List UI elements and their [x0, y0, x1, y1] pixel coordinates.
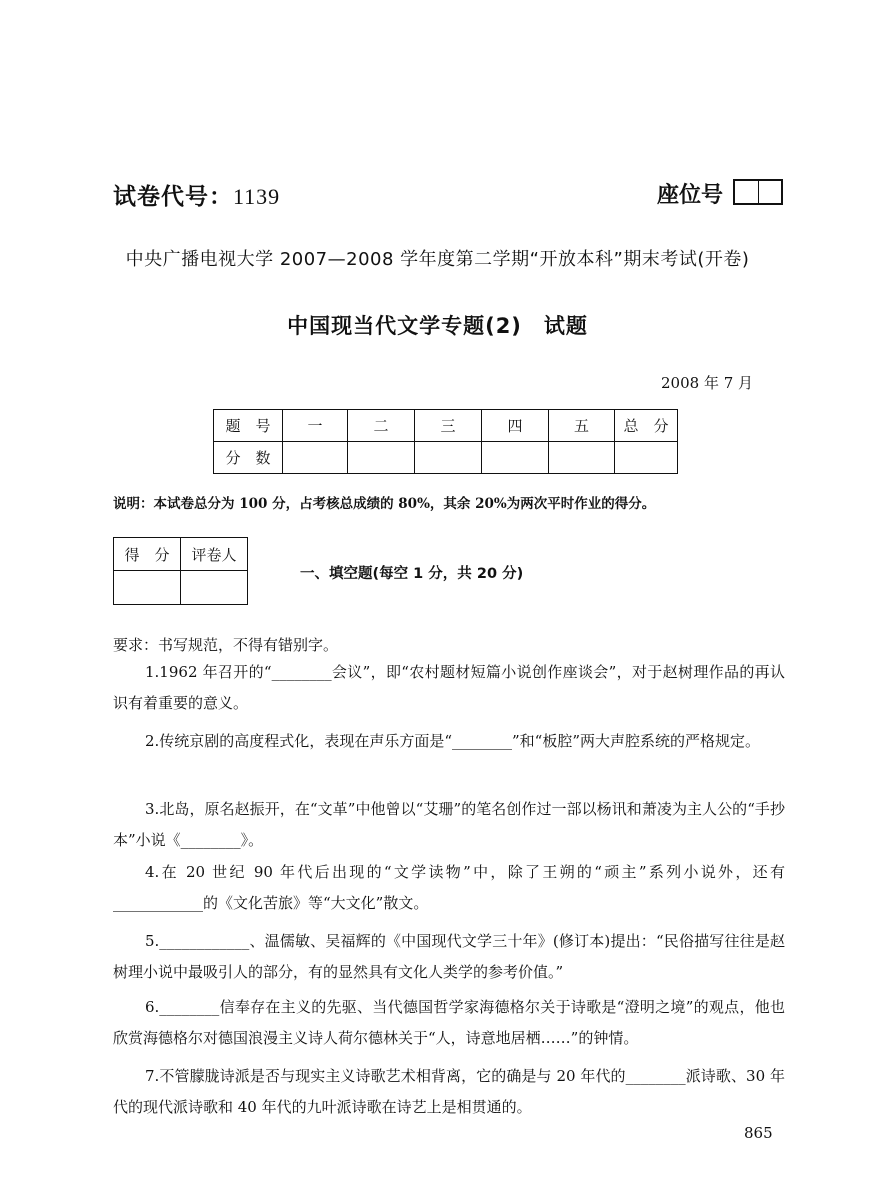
score-table-header-row	[214, 410, 678, 442]
score-table-cell: 二	[348, 410, 415, 442]
score-table-cell: 一	[283, 410, 348, 442]
score-table-cell: 五	[549, 410, 615, 442]
score-table-cell: 分 数	[214, 442, 283, 474]
score-input-cell[interactable]	[615, 442, 678, 474]
requirement-text: 要求：书写规范，不得有错别字。	[113, 636, 339, 654]
score-input-cell[interactable]	[348, 442, 415, 474]
score-table-cell: 题 号	[214, 410, 283, 442]
score-input-cell[interactable]	[283, 442, 348, 474]
seat-number-box[interactable]	[733, 179, 783, 205]
exam-code-value: 1139	[233, 184, 281, 209]
question-6: 6.________信奉存在主义的先驱、当代德国哲学家海德格尔关于诗歌是“澄明之境”的观点，他也欣赏海德格尔对德国浪漫主义诗人荷尔德林关于“人，诗意地居栖……”的钟情。	[113, 998, 785, 1047]
score-table-cell: 三	[415, 410, 482, 442]
grader-header-grader: 评卷人	[181, 538, 248, 571]
question-2: 2.传统京剧的高度程式化，表现在声乐方面是“________”和“板腔”两大声腔系统的严格规定。	[145, 732, 760, 750]
question-1: 1.1962 年召开的“________会议”，即“农村题材短篇小说创作座谈会”，对于赵树理作品的再认识有着重要的意义。	[113, 663, 785, 712]
grader-name-cell[interactable]	[181, 571, 248, 605]
section-title: 一、填空题(每空 1 分，共 20 分)	[300, 566, 524, 582]
score-table-cell: 总 分	[615, 410, 678, 442]
question-7: 7.不管朦胧诗派是否与现实主义诗歌艺术相背离，它的确是与 20 年代的________派诗歌、30 年代的现代派诗歌和 40 年代的九叶派诗歌在诗艺上是相贯通的。	[113, 1067, 785, 1116]
page-number: 865	[744, 1124, 773, 1142]
exam-title: 中国现当代文学专题(2) 试题	[287, 314, 588, 338]
grader-header-score: 得 分	[114, 538, 181, 571]
exam-note: 说明：本试卷总分为 100 分，占考核总成绩的 80%，其余 20%为两次平时作业的得分。	[113, 496, 656, 512]
score-table-score-row	[214, 442, 678, 474]
exam-date: 2008 年 7 月	[661, 374, 754, 392]
seat-number-label: 座位号	[657, 183, 724, 208]
grader-score-cell[interactable]	[114, 571, 181, 605]
question-4: 4.在 20 世纪 90 年代后出现的“文学读物”中，除了王朔的“顽主”系列小说外，还有____________的《文化苦旅》等“大文化”散文。	[113, 863, 785, 912]
exam-code	[113, 178, 280, 211]
exam-code-label: 试卷代号：	[113, 184, 233, 210]
grader-table	[113, 537, 248, 605]
question-5: 5.____________、温儒敏、吴福辉的《中国现代文学三十年》(修订本)提出：“民俗描写往往是赵树理小说中最吸引人的部分，有的显然具有文化人类学的参考价值。”	[113, 932, 785, 981]
score-input-cell[interactable]	[415, 442, 482, 474]
score-table-cell: 四	[482, 410, 549, 442]
question-3: 3.北岛，原名赵振开，在“文革”中他曾以“艾珊”的笔名创作过一部以杨讯和萧凌为主人公的“手抄本”小说《________》。	[113, 800, 785, 849]
score-input-cell[interactable]	[482, 442, 549, 474]
score-table	[213, 409, 678, 474]
university-line: 中央广播电视大学 2007—2008 学年度第二学期“开放本科”期末考试(开卷)	[125, 249, 750, 270]
score-input-cell[interactable]	[549, 442, 615, 474]
